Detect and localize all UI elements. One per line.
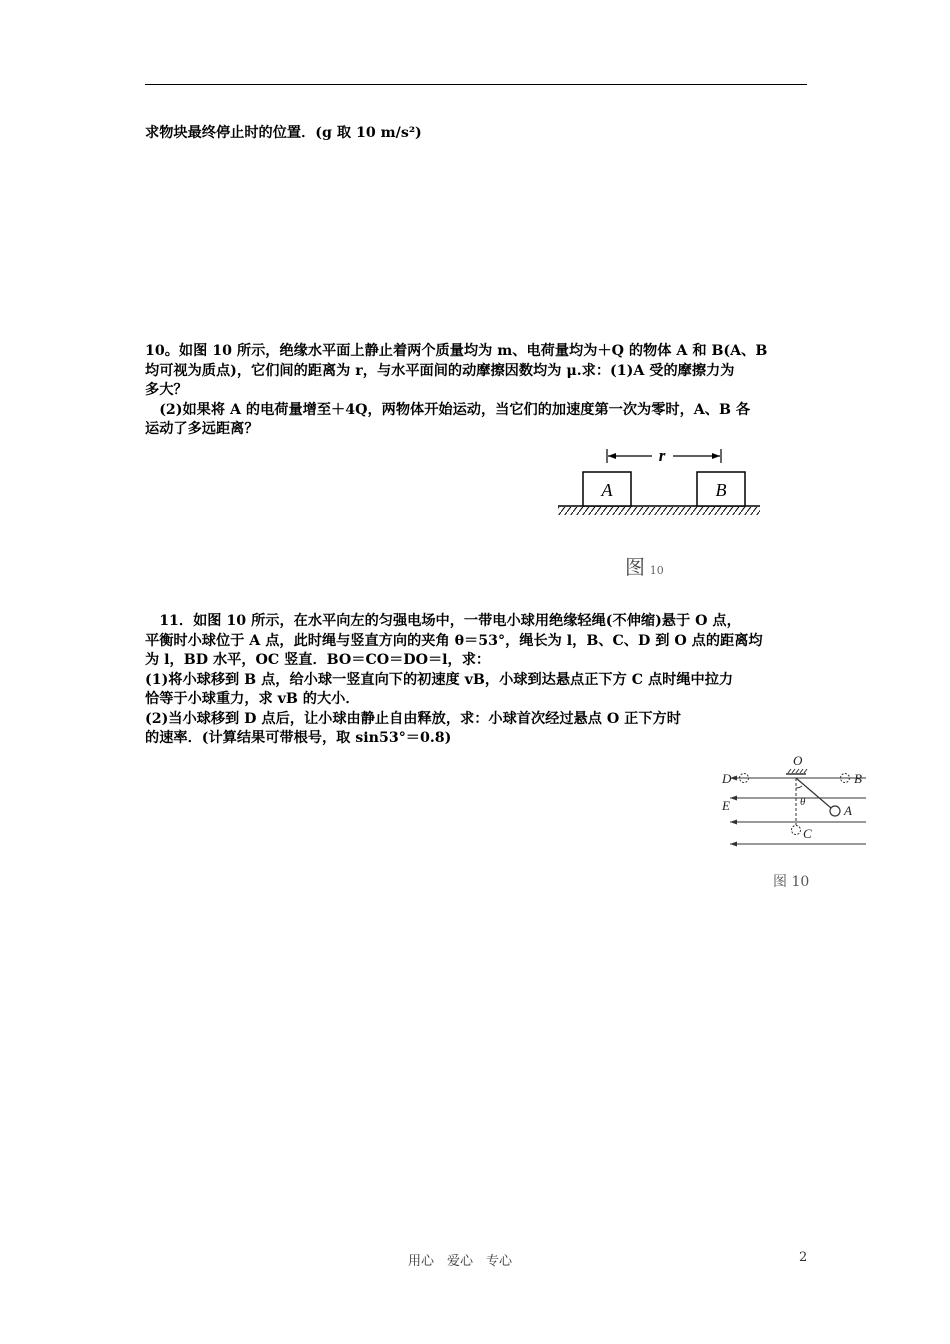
q11-line-2: 平衡时小球位于 A 点，此时绳与竖直方向的夹角 θ＝53°，绳长为 l，B、C、D 到 O 点的距离均	[145, 632, 763, 649]
q10-line-4: (2)如果将 A 的电荷量增至＋4Q，两物体开始运动，当它们的加速度第一次为零时，A、B 各	[145, 401, 751, 418]
field-arrow-4	[730, 842, 737, 847]
block-b-label: B	[715, 480, 727, 500]
ceiling-hatch-3	[796, 769, 799, 773]
dim-arrow-left	[608, 453, 616, 459]
question-11	[145, 612, 807, 749]
angle-arc	[796, 786, 802, 788]
q9-tail-text: 求物块最终停止时的位置．(g 取 10 m/s²)	[145, 125, 422, 141]
q11-line-3: 为 l，BD 水平，OC 竖直．BO＝CO＝DO＝l，求：	[145, 652, 491, 668]
ground-hatch	[558, 507, 760, 515]
q9-tail	[145, 124, 807, 144]
ceiling-hatch-4	[800, 769, 803, 773]
label-e: E	[722, 798, 730, 813]
label-c: C	[803, 826, 812, 841]
block-a-label: A	[601, 480, 613, 500]
field-arrow-2	[730, 796, 737, 801]
ceiling-hatch-2	[792, 769, 795, 773]
ceiling-hatch-1	[788, 769, 791, 773]
q11-figure-caption: 图 10	[773, 874, 810, 890]
header-rule	[145, 84, 807, 85]
q10-line-2: 均可视为质点)，它们间的距离为 r，与水平面间的动摩擦因数均为 μ.求：(1)A 受的摩擦力为	[145, 362, 735, 379]
distance-label: r	[658, 446, 666, 465]
q10-line-5: 运动了多远距离？	[145, 421, 259, 437]
page-number: 2	[799, 1250, 808, 1265]
q11-line-4: (1)将小球移到 B 点，给小球一竖直向下的初速度 vB，小球到达悬点正下方 C 点时绳中拉力	[145, 671, 734, 688]
ceiling-hatch-5	[804, 769, 807, 773]
q10-line-3: 多大？	[145, 382, 188, 398]
label-o: O	[793, 753, 803, 768]
label-d: D	[722, 771, 732, 786]
label-theta: θ	[800, 796, 806, 808]
q11-line-7: 的速率．(计算结果可带根号，取 sin53°＝0.8)	[145, 730, 452, 746]
footer-motto: 用心 爱心 专心	[408, 1254, 513, 1269]
q11-line-1: 11．如图 10 所示，在水平向左的匀强电场中，一带电小球用绝缘轻绳(不伸缩)悬于 O 点，	[145, 613, 741, 629]
q11-line-6: (2)当小球移到 D 点后，让小球由静止自由释放，求：小球首次经过悬点 O 正下方时	[145, 710, 681, 727]
caption-char: 图	[625, 555, 645, 579]
label-a: A	[844, 803, 852, 818]
question-10	[145, 342, 807, 440]
q11-figure	[718, 752, 873, 852]
ball-c	[792, 826, 801, 835]
q10-line-1: 10。如图 10 所示，绝缘水平面上静止着两个质量均为 m、电荷量均为＋Q 的物体 A 和 B(A、B	[145, 343, 768, 359]
field-arrow-3	[730, 820, 737, 825]
ball-a	[830, 806, 840, 816]
dim-arrow-right	[712, 453, 720, 459]
label-b: B	[854, 771, 862, 786]
caption-number: 10	[649, 564, 664, 577]
q10-figure	[555, 440, 765, 520]
q11-line-5: 恰等于小球重力，求 vB 的大小．	[145, 691, 360, 707]
q10-figure-caption	[625, 551, 664, 580]
